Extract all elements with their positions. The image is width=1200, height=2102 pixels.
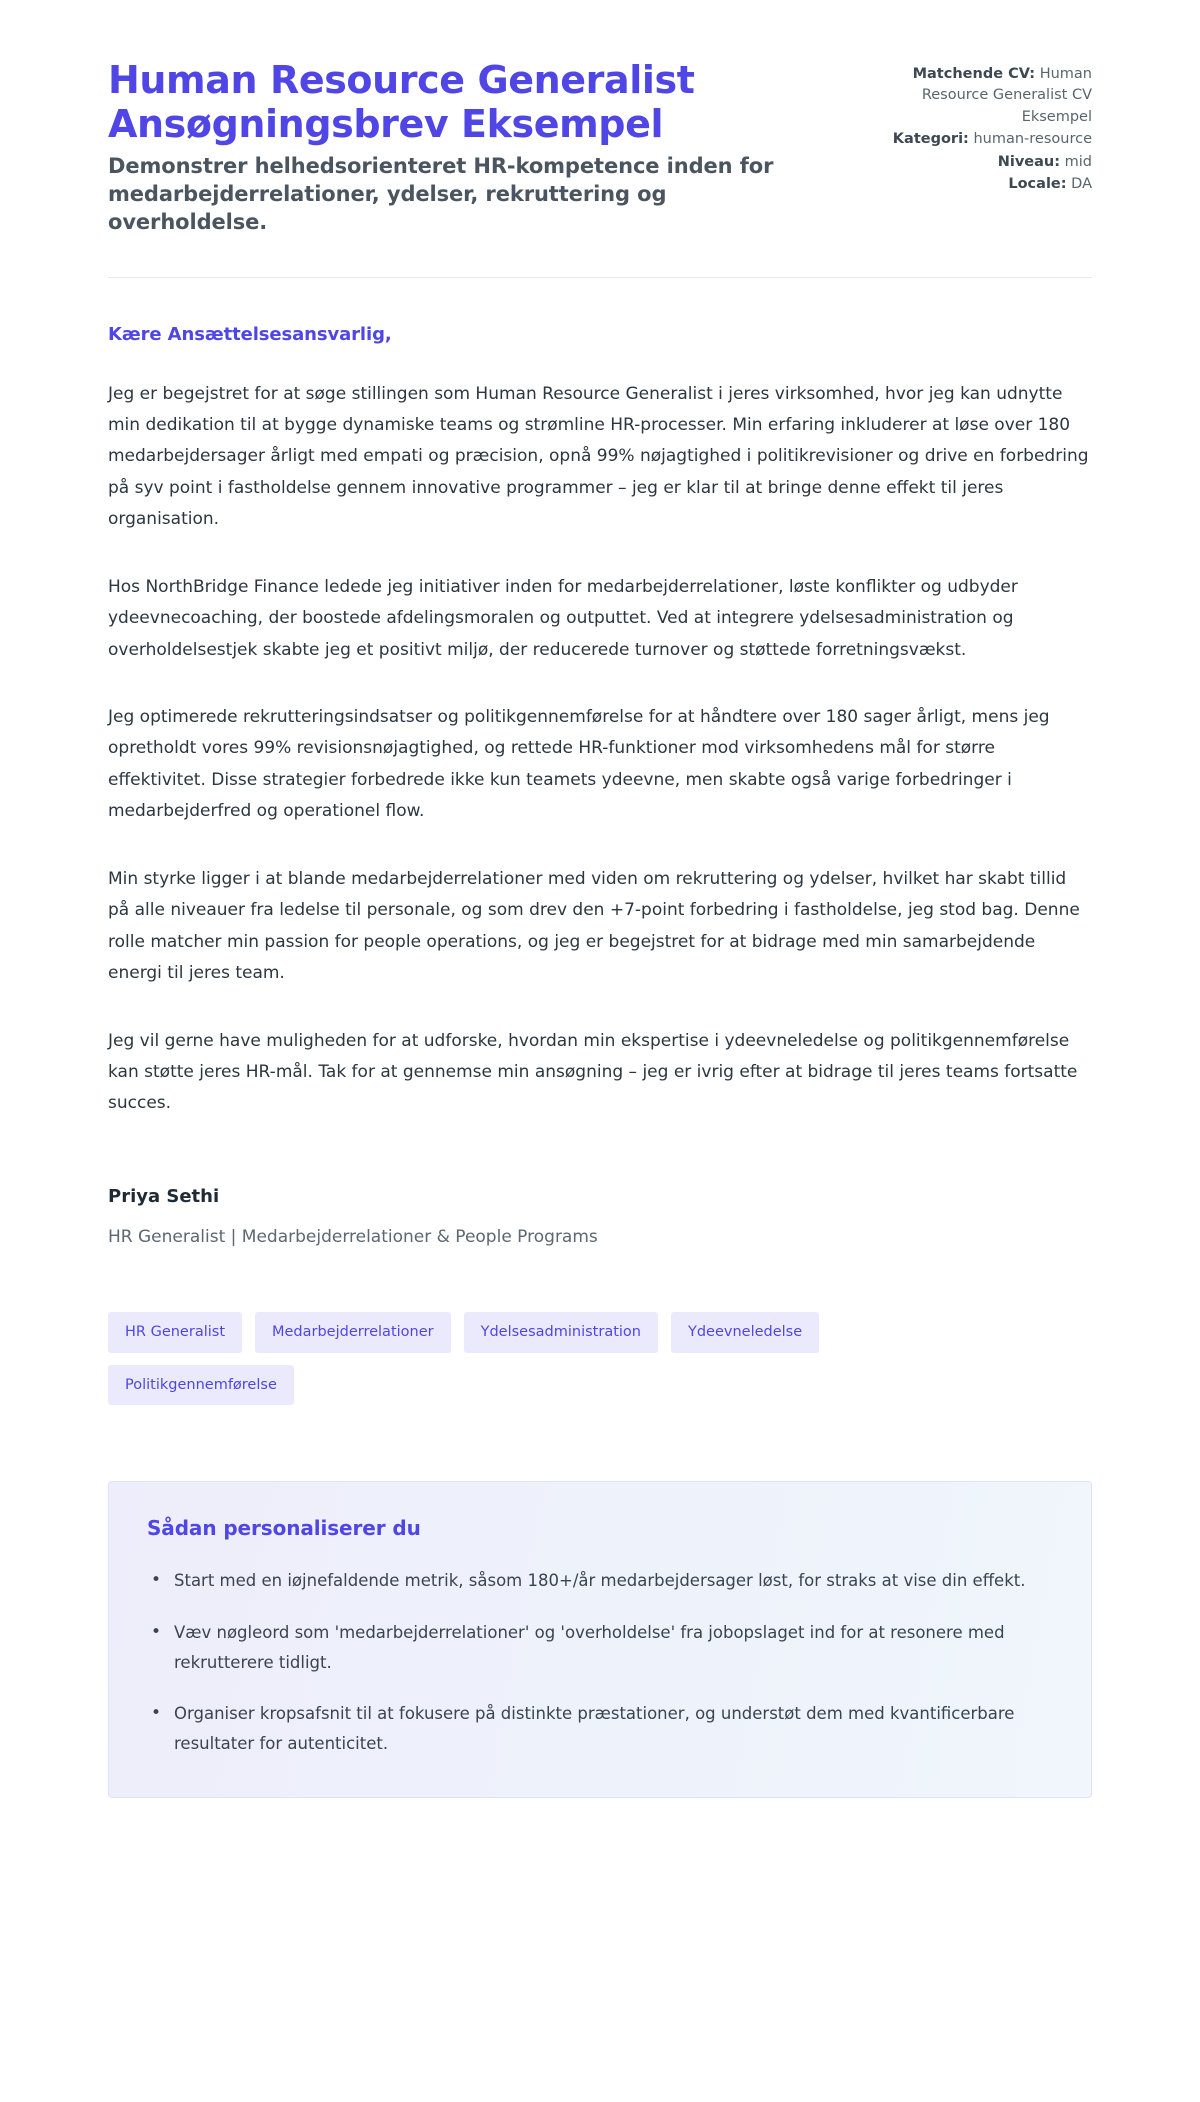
meta-value-matching-cv: Human Resource Generalist CV Eksempel xyxy=(921,66,1092,125)
personalization-tips-callout xyxy=(108,1481,1092,1797)
meta-value-level: mid xyxy=(1064,153,1092,170)
page-title: Human Resource Generalist Ansøgningsbrev Eksempel xyxy=(108,58,695,147)
document-metadata xyxy=(860,58,1092,197)
letter-paragraph: Hos NorthBridge Finance ledede jeg initiativer inden for medarbejderrelationer, løste konflikter og udbyder ydeevnecoaching, der boostede afdelingsmoralen og outputtet. Ved at integrere ydelsesadministration og overholdelsestjek skabte jeg et positivt miljø, der reducerede turnover og støttede forretningsvækst. xyxy=(108,576,1018,660)
tag-list xyxy=(108,1312,928,1405)
meta-label-category: Kategori: xyxy=(892,131,969,148)
meta-label-locale: Locale: xyxy=(1008,176,1067,193)
letter-salutation: Kære Ansættelsesansvarlig, xyxy=(108,323,392,345)
meta-value-category: human-resource xyxy=(973,131,1092,148)
meta-row-level xyxy=(860,152,1092,173)
page-header xyxy=(108,58,1092,237)
tag-item[interactable]: Politikgennemførelse xyxy=(108,1365,294,1406)
letter-paragraph: Jeg vil gerne have muligheden for at udforske, hvordan min ekspertise i ydeevneledelse og politikgennemførelse kan støtte jeres HR-mål. Tak for at gennemse min ansøgning – jeg er ivrig efter at bidrage til jeres teams fortsatte succes. xyxy=(108,1030,1078,1114)
signature-block xyxy=(108,1186,1092,1251)
tips-list-item: • Start med en iøjnefaldende metrik, såsom 180+/år medarbejdersager løst, for straks at vise din effekt. xyxy=(147,1566,1053,1596)
tips-title: Sådan personaliserer du xyxy=(147,1516,421,1541)
signature-name: Priya Sethi xyxy=(108,1185,220,1207)
tag-item[interactable]: Medarbejderrelationer xyxy=(255,1312,451,1353)
signature-role: HR Generalist | Medarbejderrelationer & People Programs xyxy=(108,1226,598,1247)
meta-label-matching-cv: Matchende CV: xyxy=(912,66,1036,82)
letter-paragraph: Jeg er begejstret for at søge stillingen som Human Resource Generalist i jeres virksomhed, hvor jeg kan udnytte min dedikation til at bygge dynamiske teams og strømline HR-processer. Min erfaring inkluderer at løse over 180 medarbejdersager årligt med empati og præcision, opnå 99% nøjagtighed i politikrevisioner og drive en forbedring på syv point i fastholdelse gennem innovative programmer – jeg er klar til at bringe denne effekt til jeres organisation. xyxy=(108,383,1089,530)
meta-row-category xyxy=(860,129,1092,150)
tag-item[interactable]: HR Generalist xyxy=(108,1312,242,1353)
letter-body xyxy=(108,278,1092,1798)
page-subtitle: Demonstrer helhedsorienteret HR-kompetence inden for medarbejderrelationer, ydelser, rekruttering og overholdelse. xyxy=(108,154,774,235)
meta-label-level: Niveau: xyxy=(997,153,1061,170)
tips-list xyxy=(147,1566,1053,1758)
tips-list-item: • Væv nøgleord som 'medarbejderrelationer' og 'overholdelse' fra jobopslaget ind for at resonere med rekrutterere tidligt. xyxy=(147,1618,1053,1677)
meta-value-locale: DA xyxy=(1071,176,1092,193)
letter-paragraph: Min styrke ligger i at blande medarbejderrelationer med viden om rekruttering og ydelser, hvilket har skabt tillid på alle niveauer fra ledelse til personale, og som drev den +7-point forbedring i fastholdelse, jeg stod bag. Denne rolle matcher min passion for people operations, og jeg er begejstret for at bidrage med min samarbejdende energi til jeres team. xyxy=(108,868,1080,984)
tag-item[interactable]: Ydelsesadministration xyxy=(464,1312,658,1353)
tag-item[interactable]: Ydeevneledelse xyxy=(671,1312,819,1353)
letter-paragraph: Jeg optimerede rekrutteringsindsatser og politikgennemførelse for at håndtere over 180 sager årligt, mens jeg opretholdt vores 99% revisionsnøjagtighed, og rettede HR-funktioner mod virksomhedens mål for større effektivitet. Disse strategier forbedrede ikke kun teamets ydeevne, men skabte også varige forbedringer i medarbejderfred og operationel flow. xyxy=(108,707,1050,822)
header-text-block xyxy=(108,58,808,237)
tips-list-item: • Organiser kropsafsnit til at fokusere på distinkte præstationer, og understøt dem med kvantificerbare resultater for autenticitet. xyxy=(147,1699,1053,1758)
meta-row-locale xyxy=(860,174,1092,195)
meta-row-matching-cv xyxy=(860,64,1092,128)
